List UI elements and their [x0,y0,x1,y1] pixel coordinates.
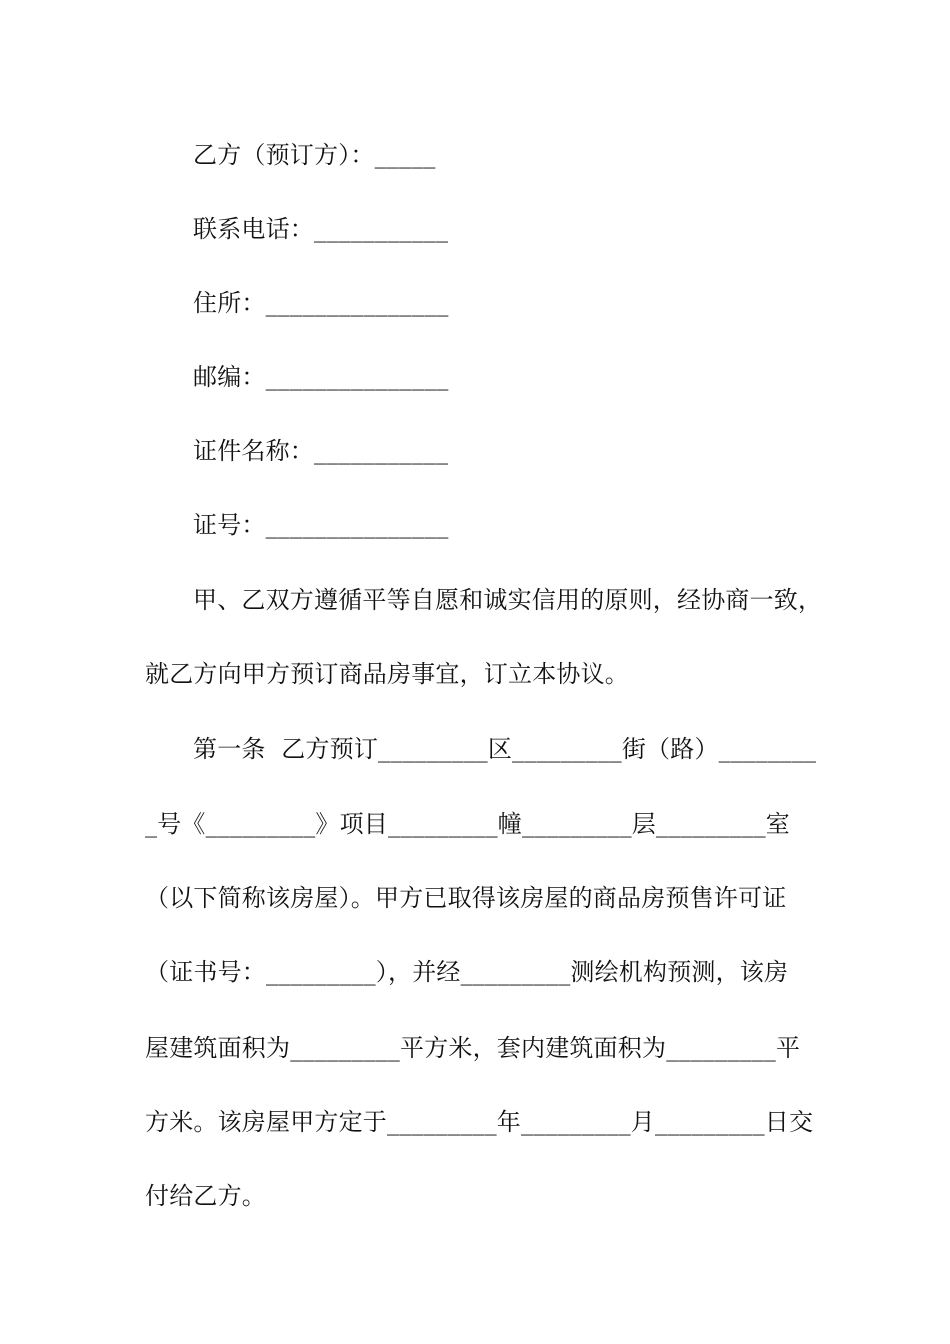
article-one-line-2: _号《_________》项目_________幢_________层_________室 [145,810,790,838]
agreement-intro-line-2: 就乙方向甲方预订商品房事宜，订立本协议。 [145,660,629,688]
article-one-line-1: 第一条 乙方预订_________区_________街（路）________ [193,735,817,763]
article-one-line-3: （以下简称该房屋）。甲方已取得该房屋的商品房预售许可证 [145,884,787,912]
contact-phone-line: 联系电话：___________ [193,215,449,243]
address-line: 住所：_______________ [193,289,449,317]
postal-code-line: 邮编：_______________ [193,363,449,391]
article-one-line-7: 付给乙方。 [145,1182,266,1210]
buyer-party-line: 乙方（预订方）：_____ [193,141,436,169]
agreement-intro-line-1: 甲、乙双方遵循平等自愿和诚实信用的原则，经协商一致， [193,586,823,614]
id-type-line: 证件名称：___________ [193,437,449,465]
id-number-line: 证号：_______________ [193,511,449,539]
article-one-line-6: 方米。该房屋甲方定于_________年_________月_________日交 [145,1108,814,1136]
article-one-line-4: （证书号：_________），并经_________测绘机构预测，该房 [145,958,789,986]
article-one-line-5: 屋建筑面积为_________平方米，套内建筑面积为_________平 [145,1034,801,1062]
